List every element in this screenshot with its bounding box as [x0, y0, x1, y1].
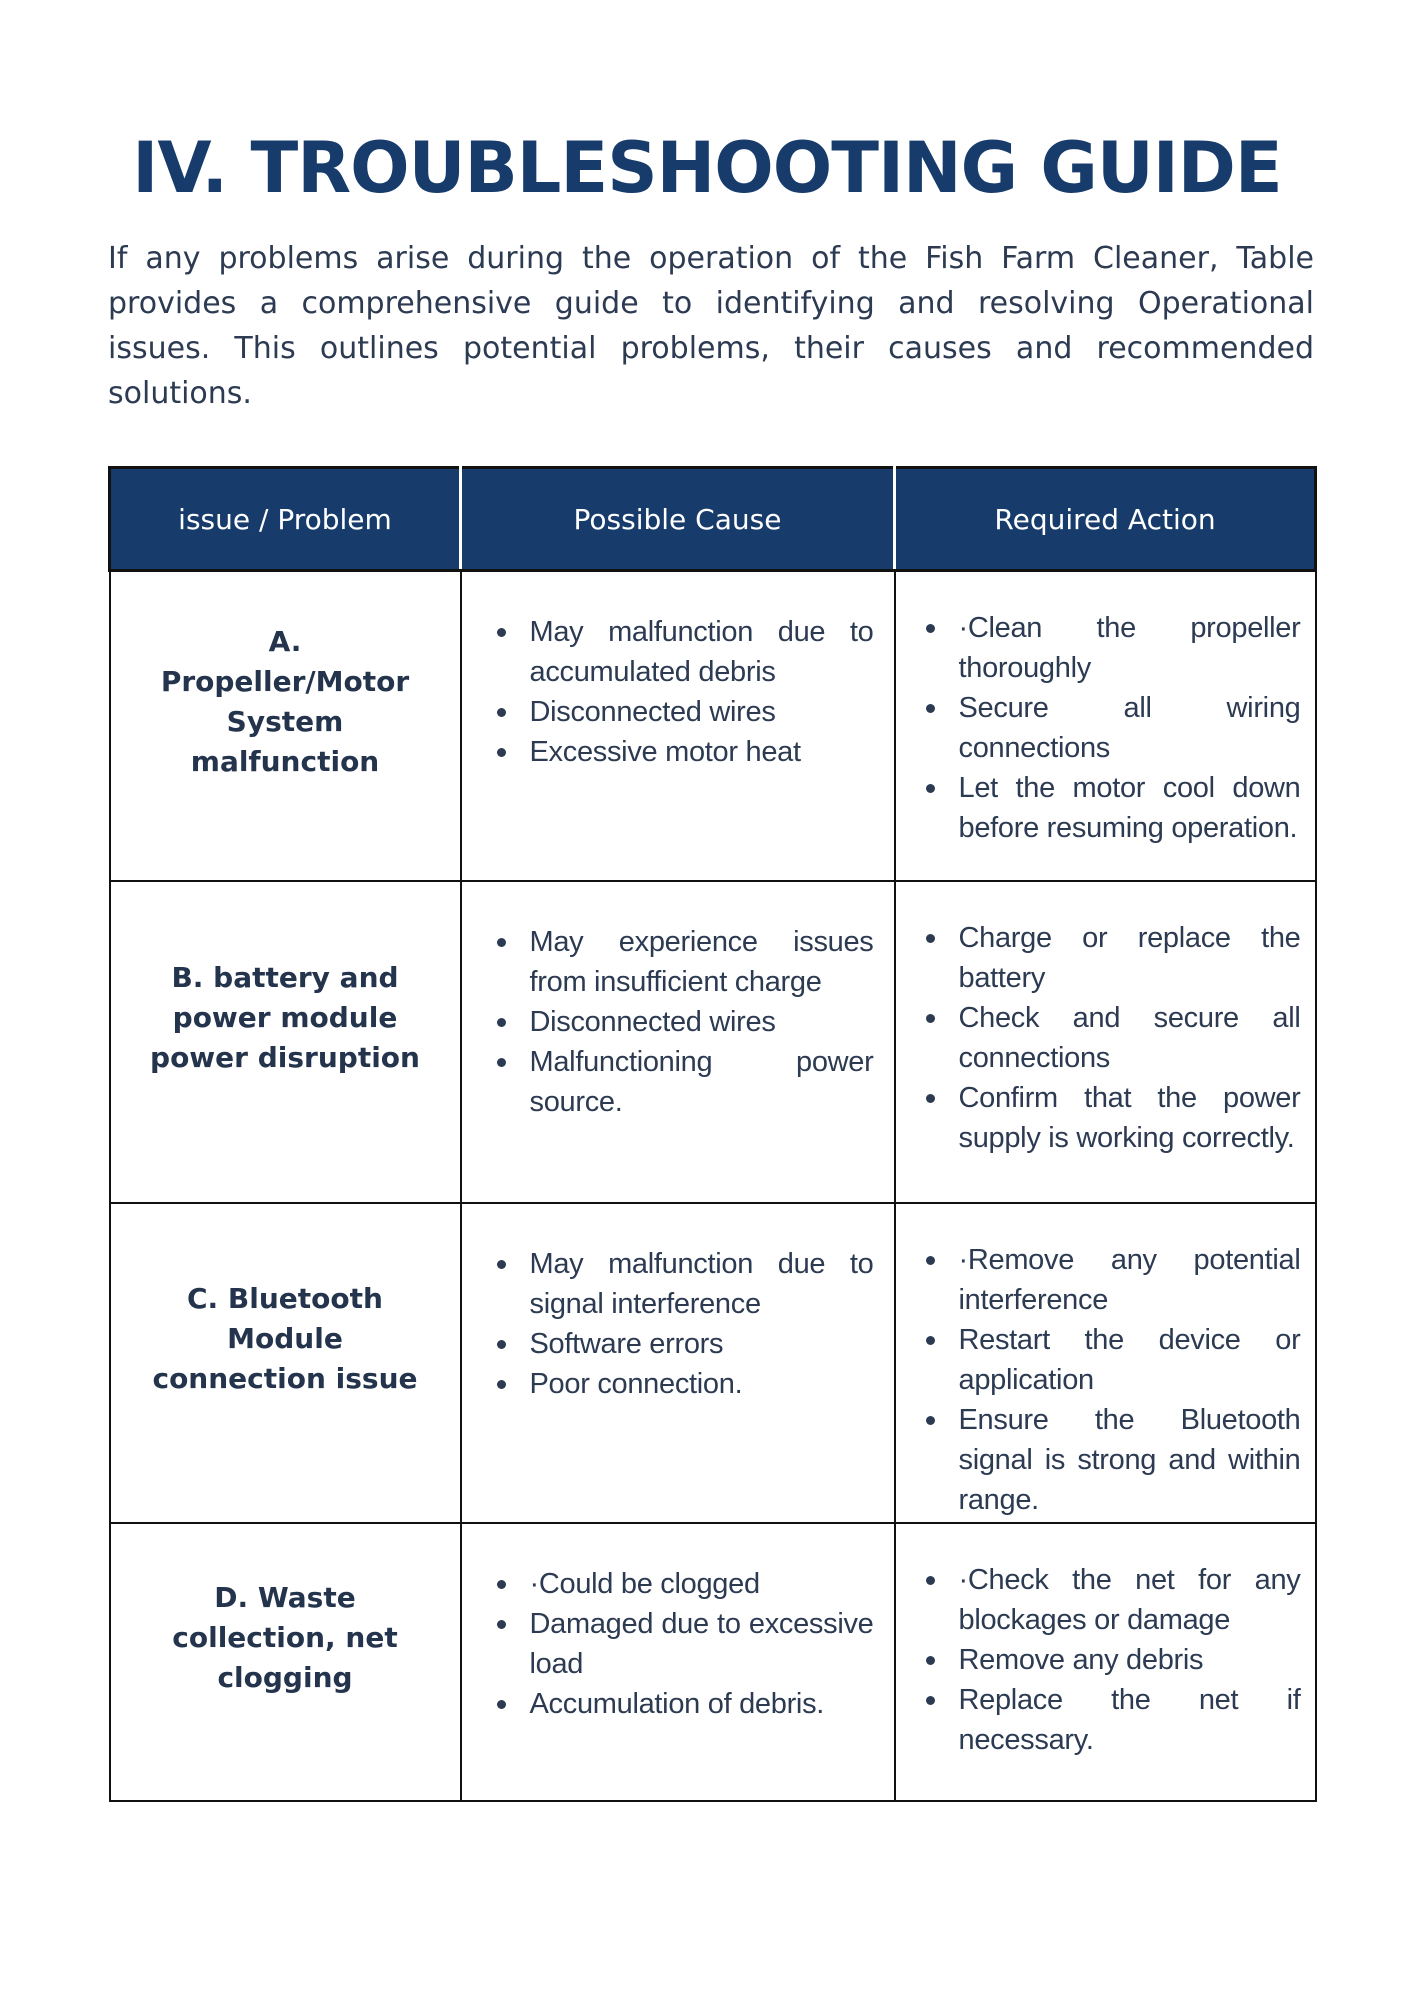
issue-label: A. Propeller/Motor System malfunction: [160, 624, 410, 778]
issue-label: B. battery and power module power disruption: [150, 960, 420, 1074]
list-item: Disconnected wires: [530, 692, 874, 732]
list-item: Secure all wiring connections: [959, 688, 1301, 768]
issue-cell: [110, 1523, 461, 1801]
list-item: Malfunctioning power source.: [530, 1042, 874, 1122]
cause-cell: [461, 1203, 895, 1523]
table-row: [110, 571, 1316, 881]
action-list: [896, 1204, 1315, 1520]
list-item: Restart the device or application: [959, 1320, 1301, 1400]
list-item: Confirm that the power supply is working correctly.: [959, 1078, 1301, 1158]
troubleshooting-table: [108, 466, 1317, 1802]
action-cell: [895, 1523, 1316, 1801]
header-action: Required Action: [895, 468, 1316, 571]
table-header-row: [110, 468, 1316, 571]
cause-list: [462, 1204, 894, 1404]
cause-cell: [461, 571, 895, 881]
action-list: [896, 882, 1315, 1158]
list-item: Disconnected wires: [530, 1002, 874, 1042]
action-list: [896, 572, 1315, 848]
table-row: [110, 1523, 1316, 1801]
list-item: Poor connection.: [530, 1364, 874, 1404]
list-item: May malfunction due to accumulated debris: [530, 612, 874, 692]
list-item: Ensure the Bluetooth signal is strong and within range.: [959, 1400, 1301, 1520]
list-item: ·Remove any potential interference: [959, 1240, 1301, 1320]
table-row: [110, 881, 1316, 1203]
cause-list: [462, 1524, 894, 1724]
issue-cell: [110, 1203, 461, 1523]
cause-cell: [461, 1523, 895, 1801]
action-cell: [895, 881, 1316, 1203]
action-list: [896, 1524, 1315, 1760]
header-cause: Possible Cause: [461, 468, 895, 571]
list-item: May experience issues from insufficient charge: [530, 922, 874, 1002]
list-item: Excessive motor heat: [530, 732, 874, 772]
table-row: [110, 1203, 1316, 1523]
list-item: Remove any debris: [959, 1640, 1301, 1680]
action-cell: [895, 571, 1316, 881]
list-item: Charge or replace the battery: [959, 918, 1301, 998]
cause-list: [462, 882, 894, 1122]
intro-paragraph: If any problems arise during the operation of the Fish Farm Cleaner, Table provides a comprehensive guide to identifying and resolving Operational issues. This outlines potential problems, their causes and recommended solutions.: [108, 241, 1314, 411]
list-item: Damaged due to excessive load: [530, 1604, 874, 1684]
list-item: Let the motor cool down before resuming operation.: [959, 768, 1301, 848]
header-issue: issue / Problem: [110, 468, 461, 571]
issue-label: C. Bluetooth Module connection issue: [152, 1281, 418, 1395]
list-item: Accumulation of debris.: [530, 1684, 874, 1724]
issue-label: D. Waste collection, net clogging: [172, 1580, 398, 1694]
cause-list: [462, 572, 894, 772]
list-item: Software errors: [530, 1324, 874, 1364]
list-item: Check and secure all connections: [959, 998, 1301, 1078]
list-item: May malfunction due to signal interference: [530, 1244, 874, 1324]
list-item: ·Check the net for any blockages or damage: [959, 1560, 1301, 1640]
action-cell: [895, 1203, 1316, 1523]
list-item: Replace the net if necessary.: [959, 1680, 1301, 1760]
troubleshooting-table-container: [108, 466, 1314, 1802]
page-title: IV. TROUBLESHOOTING GUIDE: [132, 127, 1282, 209]
list-item: ·Clean the propeller thoroughly: [959, 608, 1301, 688]
list-item: ·Could be clogged: [530, 1564, 874, 1604]
issue-cell: [110, 571, 461, 881]
cause-cell: [461, 881, 895, 1203]
issue-cell: [110, 881, 461, 1203]
